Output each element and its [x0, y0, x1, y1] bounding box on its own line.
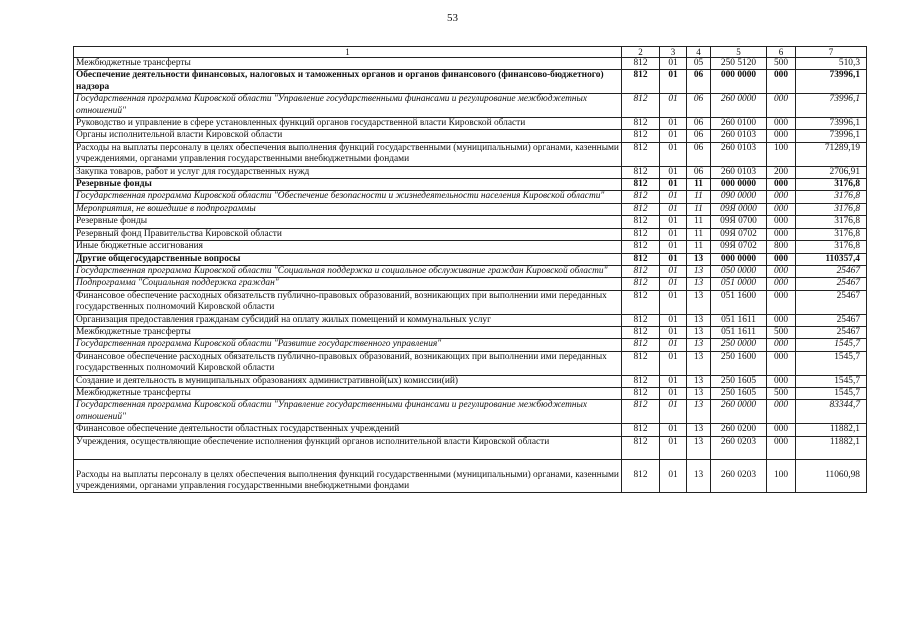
table-row — [74, 314, 867, 326]
row-amount-cell: 25467 — [796, 265, 867, 277]
row-name-cell: Резервный фонд Правительства Кировской области — [74, 228, 622, 240]
row-type-cell: 000 — [767, 179, 796, 191]
row-target-cell: 000 0000 — [711, 70, 767, 94]
row-name-cell: Межбюджетные трансферты — [74, 58, 622, 70]
row-type-cell: 000 — [767, 130, 796, 142]
row-subsection-cell: 11 — [687, 228, 711, 240]
row-name-cell: Закупка товаров, работ и услуг для государственных нужд — [74, 166, 622, 178]
row-section-cell: 01 — [660, 387, 687, 399]
row-code-cell: 812 — [622, 70, 660, 94]
column-header: 6 — [767, 47, 796, 58]
row-target-cell: 250 1600 — [711, 351, 767, 375]
row-subsection-cell: 11 — [687, 203, 711, 215]
row-type-cell: 100 — [767, 142, 796, 166]
row-code-cell: 812 — [622, 216, 660, 228]
row-subsection-cell: 06 — [687, 166, 711, 178]
row-section-cell: 01 — [660, 351, 687, 375]
row-target-cell: 260 0000 — [711, 400, 767, 424]
row-subsection-cell: 13 — [687, 253, 711, 265]
row-amount-cell: 73996,1 — [796, 94, 867, 118]
row-subsection-cell: 05 — [687, 58, 711, 70]
row-code-cell: 812 — [622, 400, 660, 424]
row-type-cell: 200 — [767, 166, 796, 178]
row-type-cell: 000 — [767, 375, 796, 387]
row-amount-cell: 3176,8 — [796, 241, 867, 253]
row-name-cell: Мероприятия, не вошедшие в подпрограммы — [74, 203, 622, 215]
row-type-cell: 000 — [767, 436, 796, 459]
row-name-cell: Подпрограмма "Социальная поддержка граждан" — [74, 278, 622, 290]
row-amount-cell: 11060,98 — [796, 459, 867, 493]
row-code-cell: 812 — [622, 166, 660, 178]
row-section-cell: 01 — [660, 179, 687, 191]
row-name-cell: Государственная программа Кировской области "Развитие государственного управления" — [74, 339, 622, 351]
row-subsection-cell: 11 — [687, 216, 711, 228]
row-code-cell: 812 — [622, 265, 660, 277]
row-subsection-cell: 13 — [687, 326, 711, 338]
row-amount-cell: 25467 — [796, 314, 867, 326]
row-target-cell: 260 0000 — [711, 94, 767, 118]
row-code-cell: 812 — [622, 241, 660, 253]
row-amount-cell: 1545,7 — [796, 351, 867, 375]
table-row — [74, 142, 867, 166]
row-target-cell: 051 1611 — [711, 326, 767, 338]
table-row — [74, 216, 867, 228]
row-amount-cell: 11882,1 — [796, 436, 867, 459]
row-name-cell: Иные бюджетные ассигнования — [74, 241, 622, 253]
row-subsection-cell: 06 — [687, 118, 711, 130]
row-code-cell: 812 — [622, 94, 660, 118]
row-subsection-cell: 13 — [687, 314, 711, 326]
row-amount-cell: 3176,8 — [796, 228, 867, 240]
row-code-cell: 812 — [622, 253, 660, 265]
column-header: 5 — [711, 47, 767, 58]
row-target-cell: 260 0203 — [711, 459, 767, 493]
table-row — [74, 326, 867, 338]
row-subsection-cell: 13 — [687, 459, 711, 493]
row-code-cell: 812 — [622, 375, 660, 387]
row-amount-cell: 110357,4 — [796, 253, 867, 265]
row-name-cell: Государственная программа Кировской области "Управление государственными финансами и регулирование межбюджетных отношений" — [74, 400, 622, 424]
row-code-cell: 812 — [622, 424, 660, 436]
table-row — [74, 265, 867, 277]
row-target-cell: 051 1600 — [711, 290, 767, 314]
row-target-cell: 09Я 0702 — [711, 241, 767, 253]
row-type-cell: 000 — [767, 118, 796, 130]
row-type-cell: 000 — [767, 203, 796, 215]
row-code-cell: 812 — [622, 459, 660, 493]
row-type-cell: 000 — [767, 339, 796, 351]
row-type-cell: 500 — [767, 387, 796, 399]
row-target-cell: 050 0000 — [711, 265, 767, 277]
row-type-cell: 000 — [767, 400, 796, 424]
row-section-cell: 01 — [660, 142, 687, 166]
row-target-cell: 000 0000 — [711, 253, 767, 265]
row-name-cell: Учреждения, осуществляющие обеспечение исполнения функций органов исполнительной власти Кировской области — [74, 436, 622, 459]
row-amount-cell: 1545,7 — [796, 375, 867, 387]
row-code-cell: 812 — [622, 290, 660, 314]
row-section-cell: 01 — [660, 118, 687, 130]
row-section-cell: 01 — [660, 326, 687, 338]
row-target-cell: 090 0000 — [711, 191, 767, 203]
table-row — [74, 351, 867, 375]
row-section-cell: 01 — [660, 424, 687, 436]
row-amount-cell: 73996,1 — [796, 118, 867, 130]
row-subsection-cell: 13 — [687, 400, 711, 424]
row-subsection-cell: 13 — [687, 351, 711, 375]
row-amount-cell: 3176,8 — [796, 216, 867, 228]
row-type-cell: 000 — [767, 228, 796, 240]
row-subsection-cell: 13 — [687, 375, 711, 387]
row-type-cell: 500 — [767, 58, 796, 70]
row-target-cell: 250 1605 — [711, 375, 767, 387]
row-code-cell: 812 — [622, 339, 660, 351]
row-amount-cell: 73996,1 — [796, 130, 867, 142]
row-code-cell: 812 — [622, 142, 660, 166]
row-target-cell: 260 0103 — [711, 142, 767, 166]
table-row — [74, 94, 867, 118]
row-subsection-cell: 13 — [687, 278, 711, 290]
row-target-cell: 09Я 0000 — [711, 203, 767, 215]
row-section-cell: 01 — [660, 459, 687, 493]
row-target-cell: 260 0200 — [711, 424, 767, 436]
row-type-cell: 500 — [767, 326, 796, 338]
row-name-cell: Финансовое обеспечение расходных обязательств публично-правовых образований, возникающих при выполнении ими переданных государственных полномочий Кировской области — [74, 290, 622, 314]
row-section-cell: 01 — [660, 278, 687, 290]
row-amount-cell: 3176,8 — [796, 191, 867, 203]
row-name-cell: Резервные фонды — [74, 216, 622, 228]
table-row — [74, 70, 867, 94]
table-row — [74, 459, 867, 493]
row-name-cell: Обеспечение деятельности финансовых, налоговых и таможенных органов и органов финансового (финансово-бюджетного) надзора — [74, 70, 622, 94]
row-amount-cell: 71289,19 — [796, 142, 867, 166]
row-target-cell: 260 0203 — [711, 436, 767, 459]
row-amount-cell: 11882,1 — [796, 424, 867, 436]
row-type-cell: 000 — [767, 424, 796, 436]
table-row — [74, 241, 867, 253]
row-section-cell: 01 — [660, 436, 687, 459]
row-code-cell: 812 — [622, 203, 660, 215]
row-code-cell: 812 — [622, 436, 660, 459]
budget-table — [73, 46, 867, 493]
row-amount-cell: 25467 — [796, 290, 867, 314]
row-section-cell: 01 — [660, 58, 687, 70]
row-code-cell: 812 — [622, 191, 660, 203]
row-name-cell: Финансовое обеспечение деятельности областных государственных учреждений — [74, 424, 622, 436]
row-name-cell: Создание и деятельность в муниципальных образованиях административной(ых) комиссии(ий) — [74, 375, 622, 387]
row-subsection-cell: 06 — [687, 130, 711, 142]
table-row — [74, 375, 867, 387]
row-section-cell: 01 — [660, 130, 687, 142]
table-row — [74, 118, 867, 130]
table-row — [74, 436, 867, 459]
row-name-cell: Другие общегосударственные вопросы — [74, 253, 622, 265]
row-code-cell: 812 — [622, 118, 660, 130]
row-subsection-cell: 06 — [687, 70, 711, 94]
table-row — [74, 387, 867, 399]
row-subsection-cell: 13 — [687, 387, 711, 399]
row-subsection-cell: 13 — [687, 436, 711, 459]
row-name-cell: Резервные фонды — [74, 179, 622, 191]
row-type-cell: 000 — [767, 265, 796, 277]
table-row — [74, 278, 867, 290]
row-section-cell: 01 — [660, 400, 687, 424]
row-section-cell: 01 — [660, 290, 687, 314]
row-target-cell: 051 1611 — [711, 314, 767, 326]
row-name-cell: Расходы на выплаты персоналу в целях обеспечения выполнения функций государственными (муниципальными) органами, казенными учреждениями, органами управления государственными внебюджетными фондами — [74, 142, 622, 166]
row-type-cell: 100 — [767, 459, 796, 493]
row-type-cell: 000 — [767, 94, 796, 118]
row-type-cell: 000 — [767, 253, 796, 265]
row-name-cell: Руководство и управление в сфере установленных функций органов государственной власти Кировской области — [74, 118, 622, 130]
table-row — [74, 290, 867, 314]
table-row — [74, 166, 867, 178]
row-subsection-cell: 06 — [687, 142, 711, 166]
row-section-cell: 01 — [660, 314, 687, 326]
row-amount-cell: 3176,8 — [796, 179, 867, 191]
row-code-cell: 812 — [622, 228, 660, 240]
row-amount-cell: 25467 — [796, 326, 867, 338]
row-amount-cell: 73996,1 — [796, 70, 867, 94]
table-row — [74, 58, 867, 70]
table-row — [74, 191, 867, 203]
row-amount-cell: 83344,7 — [796, 400, 867, 424]
column-header: 7 — [796, 47, 867, 58]
row-type-cell: 000 — [767, 191, 796, 203]
row-section-cell: 01 — [660, 265, 687, 277]
row-type-cell: 000 — [767, 290, 796, 314]
row-name-cell: Межбюджетные трансферты — [74, 326, 622, 338]
table-row — [74, 339, 867, 351]
row-section-cell: 01 — [660, 166, 687, 178]
row-subsection-cell: 13 — [687, 424, 711, 436]
row-amount-cell: 25467 — [796, 278, 867, 290]
row-subsection-cell: 06 — [687, 94, 711, 118]
row-name-cell: Органы исполнительной власти Кировской области — [74, 130, 622, 142]
row-amount-cell: 2706,91 — [796, 166, 867, 178]
row-target-cell: 09Я 0700 — [711, 216, 767, 228]
row-target-cell: 250 5120 — [711, 58, 767, 70]
table-row — [74, 179, 867, 191]
row-amount-cell: 1545,7 — [796, 387, 867, 399]
row-name-cell: Государственная программа Кировской области "Социальная поддержка и социальное обслуживание граждан Кировской области" — [74, 265, 622, 277]
row-subsection-cell: 13 — [687, 290, 711, 314]
table-row — [74, 228, 867, 240]
page-number: 53 — [447, 12, 458, 24]
table-row — [74, 203, 867, 215]
row-section-cell: 01 — [660, 216, 687, 228]
row-section-cell: 01 — [660, 375, 687, 387]
row-code-cell: 812 — [622, 58, 660, 70]
row-section-cell: 01 — [660, 191, 687, 203]
row-type-cell: 000 — [767, 70, 796, 94]
row-amount-cell: 1545,7 — [796, 339, 867, 351]
row-name-cell: Организация предоставления гражданам субсидий на оплату жилых помещений и коммунальных услуг — [74, 314, 622, 326]
row-target-cell: 000 0000 — [711, 179, 767, 191]
row-target-cell: 260 0103 — [711, 166, 767, 178]
table-row — [74, 400, 867, 424]
row-code-cell: 812 — [622, 387, 660, 399]
row-subsection-cell: 13 — [687, 339, 711, 351]
row-subsection-cell: 11 — [687, 241, 711, 253]
row-target-cell: 260 0100 — [711, 118, 767, 130]
row-name-cell: Финансовое обеспечение расходных обязательств публично-правовых образований, возникающих при выполнении ими переданных государственных полномочий Кировской области — [74, 351, 622, 375]
row-name-cell: Расходы на выплаты персоналу в целях обеспечения выполнения функций государственными (муниципальными) органами, казенными учреждениями, органами управления государственными внебюджетными фондами — [74, 459, 622, 493]
row-type-cell: 800 — [767, 241, 796, 253]
column-header: 1 — [74, 47, 622, 58]
table-body — [74, 58, 867, 493]
row-section-cell: 01 — [660, 241, 687, 253]
row-target-cell: 250 1605 — [711, 387, 767, 399]
table-row — [74, 130, 867, 142]
row-section-cell: 01 — [660, 203, 687, 215]
row-amount-cell: 510,3 — [796, 58, 867, 70]
row-code-cell: 812 — [622, 314, 660, 326]
row-name-cell: Государственная программа Кировской области "Обеспечение безопасности и жизнедеятельности населения Кировской области" — [74, 191, 622, 203]
row-code-cell: 812 — [622, 278, 660, 290]
row-name-cell: Межбюджетные трансферты — [74, 387, 622, 399]
row-target-cell: 260 0103 — [711, 130, 767, 142]
table-header-row — [74, 47, 867, 58]
table-row — [74, 424, 867, 436]
row-section-cell: 01 — [660, 339, 687, 351]
row-section-cell: 01 — [660, 94, 687, 118]
row-subsection-cell: 11 — [687, 191, 711, 203]
row-code-cell: 812 — [622, 351, 660, 375]
row-type-cell: 000 — [767, 351, 796, 375]
table-row — [74, 253, 867, 265]
row-code-cell: 812 — [622, 326, 660, 338]
row-target-cell: 051 0000 — [711, 278, 767, 290]
row-subsection-cell: 13 — [687, 265, 711, 277]
column-header: 4 — [687, 47, 711, 58]
row-subsection-cell: 11 — [687, 179, 711, 191]
row-target-cell: 09Я 0702 — [711, 228, 767, 240]
row-type-cell: 000 — [767, 278, 796, 290]
row-amount-cell: 3176,8 — [796, 203, 867, 215]
row-target-cell: 250 0000 — [711, 339, 767, 351]
row-name-cell: Государственная программа Кировской области "Управление государственными финансами и регулирование межбюджетных отношений" — [74, 94, 622, 118]
column-header: 3 — [660, 47, 687, 58]
row-section-cell: 01 — [660, 70, 687, 94]
column-header: 2 — [622, 47, 660, 58]
row-section-cell: 01 — [660, 253, 687, 265]
row-type-cell: 000 — [767, 216, 796, 228]
row-code-cell: 812 — [622, 130, 660, 142]
row-section-cell: 01 — [660, 228, 687, 240]
row-type-cell: 000 — [767, 314, 796, 326]
row-code-cell: 812 — [622, 179, 660, 191]
